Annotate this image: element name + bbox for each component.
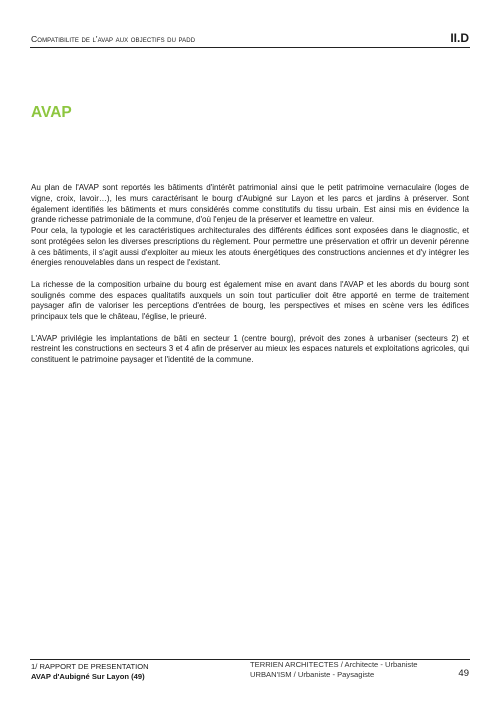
paragraph: La richesse de la composition urbaine du bourg est également mise en avant dans l'AVAP et les abords du bourg sont soulignés comme des espaces qualitatifs auxquels un soin tout particulier doit être apporté en terme de traitement paysager afin de valoriser les perceptions d'entrées de bourg, les perspectives et mises en scène vers les édifices principaux tels que le château, l'église, le prieuré.	[31, 279, 469, 321]
page-footer	[30, 659, 470, 682]
header-title: Compatibilite de l'avap aux objectifs du padd	[31, 34, 196, 44]
report-label: 1/ RAPPORT DE PRESENTATION	[31, 662, 149, 671]
project-name: AVAP d'Aubigné Sur Layon (49)	[31, 671, 145, 681]
section-title: AVAP	[31, 104, 72, 121]
paragraph: L'AVAP privilégie les implantations de bâti en secteur 1 (centre bourg), prévoit des zones à urbaniser (secteurs 2) et restreint les constructions en secteurs 3 et 4 afin de préserver au mieux les espaces naturels et exploitations agricoles, qui constituent le patrimoine paysager et l'identité de la commune.	[31, 333, 469, 364]
section-code: II.D	[450, 31, 469, 45]
paragraph: Au plan de l'AVAP sont reportés les bâtiments d'intérêt patrimonial ainsi que le petit patrimoine vernaculaire (loges de vigne, croix, lavoir…), les murs caractérisant le bourg d'Aubigné sur Layon et les parcs et jardins à préserver. Sont également identifiés les bâtiments et murs considérés comme constitutifs du tissu urbain. Est ainsi mis en évidence la grande richesse patrimoniale de la commune, d'où l'enjeu de la préserver et leamettre en valeur.	[31, 183, 469, 225]
footer-report-info	[31, 662, 149, 681]
urbanist-credit: URBAN'ISM / Urbaniste - Paysagiste	[250, 669, 375, 679]
body-text	[31, 183, 469, 366]
page-header	[30, 27, 470, 48]
footer-credits	[250, 660, 418, 679]
paragraph: Pour cela, la typologie et les caractéristiques architecturales des différents édifices sont exposées dans le diagnostic, et sont protégées selon les diverses prescriptions du règlement. Pour permettre une préservation et offrir un devenir pérenne à ces bâtiments, il s'agit aussi d'exploiter au mieux les atouts énergétiques des constructions anciennes et d'y intégrer les énergies renouvelables dans un respect de l'existant.	[31, 226, 469, 268]
architect-credit: TERRIEN ARCHITECTES / Architecte - Urbaniste	[250, 660, 418, 669]
page-number: 49	[458, 668, 469, 679]
